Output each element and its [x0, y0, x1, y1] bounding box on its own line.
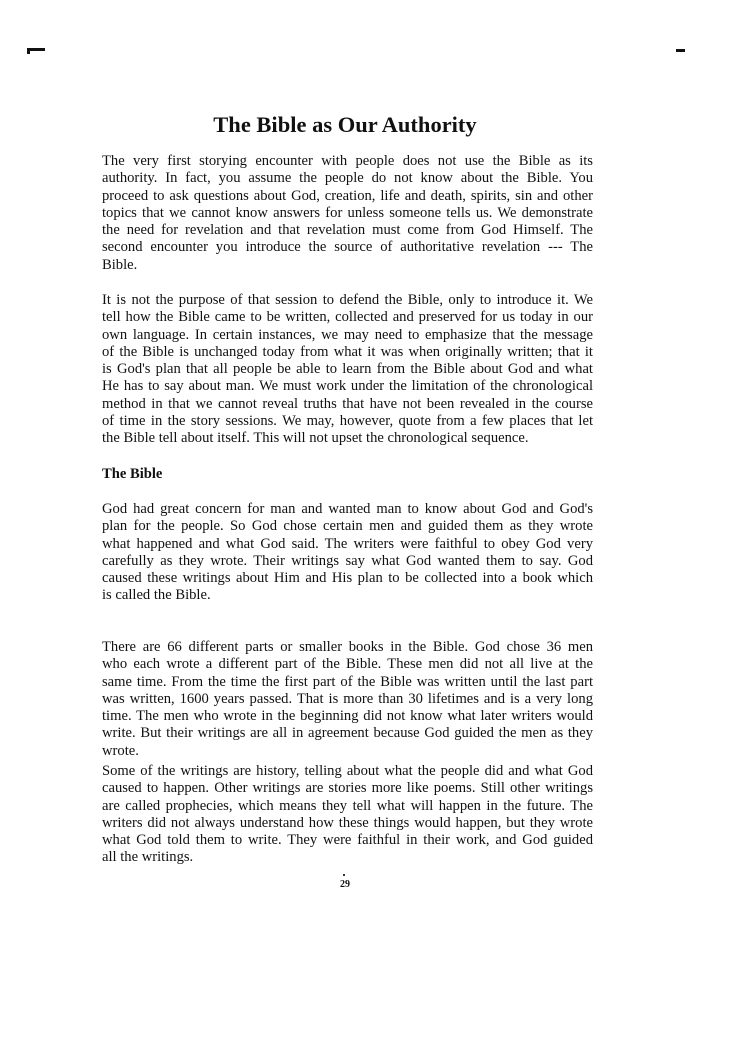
paragraph-1 — [102, 153, 593, 274]
text-line: is God's plan that all people be able to learn from the Bible about God and what — [102, 361, 593, 378]
text-line: caused these writings about Him and His plan to be collected into a book which — [102, 570, 593, 587]
text-line: time. The men who wrote in the beginning did not know what later writers would — [102, 708, 593, 725]
paragraph-2 — [102, 292, 593, 448]
text-line: tell how the Bible came to be written, collected and preserved for us today in our — [102, 309, 593, 326]
text-line: of the Bible is unchanged today from what it was when originally written; that it — [102, 343, 593, 360]
text-line: Bible. — [102, 256, 138, 273]
text-line: God had great concern for man and wanted man to know about God and God's — [102, 501, 593, 517]
text-line: the need for revelation and that revelation must come from God Himself. The — [102, 222, 593, 239]
text-line: plan for the people. So God chose certain men and guided them as they wrote — [102, 518, 593, 535]
text-line: carefully as they wrote. Their writings say what God wanted them to say. God — [102, 552, 593, 569]
text-line: writers did not always understand how these things would happen, but they wrote — [102, 814, 593, 831]
page-title: The Bible as Our Authority — [213, 112, 477, 137]
text-line: of time in the story sessions. We may, however, quote from a few places that let — [102, 413, 593, 430]
text-line: all the writings. — [102, 849, 194, 866]
text-line: wrote. — [102, 742, 139, 759]
text-line: what happened and what God said. The writers were faithful to obey God very — [102, 535, 593, 552]
text-line: same time. From the time the first part of the Bible was written until the last part — [102, 673, 593, 690]
text-line: There are 66 different parts or smaller books in the Bible. God chose 36 men — [102, 639, 593, 655]
paragraph-4 — [102, 639, 593, 760]
text-line: who each wrote a different part of the Bible. These men did not all live at the — [102, 656, 593, 673]
text-line: It is not the purpose of that session to defend the Bible, only to introduce it. We — [102, 292, 593, 308]
section-heading: The Bible — [102, 466, 163, 482]
text-line: own language. In certain instances, we may need to emphasize that the message — [102, 326, 593, 343]
text-line: authority. In fact, you assume the people do not know about the Bible. You — [102, 170, 593, 187]
text-line: proceed to ask questions about God, creation, life and death, spirits, sin and other — [102, 187, 593, 204]
paragraph-5 — [102, 763, 593, 867]
text-line: method in that we cannot reveal truths that have not been revealed in the course — [102, 395, 593, 412]
page-number: 29 — [340, 879, 350, 890]
text-line: Some of the writings are history, telling about what the people did and what God — [102, 763, 593, 779]
text-line: topics that we cannot know answers for unless someone tells us. We demonstrate — [102, 204, 593, 221]
text-line: the Bible tell about itself. This will not upset the chronological sequence. — [102, 430, 529, 447]
paragraph-3 — [102, 501, 593, 605]
scan-speck — [343, 874, 345, 876]
text-line: what God told them to write. They were faithful in their work, and God guided — [102, 832, 593, 849]
text-line: He has to say about man. We must work under the limitation of the chronological — [102, 378, 593, 395]
text-line: was written, 1600 years passed. That is more than 30 lifetimes and is a very long — [102, 690, 593, 707]
text-line: caused to happen. Other writings are stories more like poems. Still other writings — [102, 780, 593, 797]
scan-crop-mark-left — [27, 48, 45, 51]
text-line: are called prophecies, which means they tell what will happen in the future. The — [102, 797, 593, 814]
text-line: second encounter you introduce the source of authoritative revelation --- The — [102, 239, 593, 256]
text-line: is called the Bible. — [102, 587, 211, 604]
scan-crop-mark-right — [676, 49, 685, 52]
text-line: write. But their writings are all in agreement because God guided the men as they — [102, 725, 593, 742]
text-line: The very first storying encounter with people does not use the Bible as its — [102, 153, 593, 169]
